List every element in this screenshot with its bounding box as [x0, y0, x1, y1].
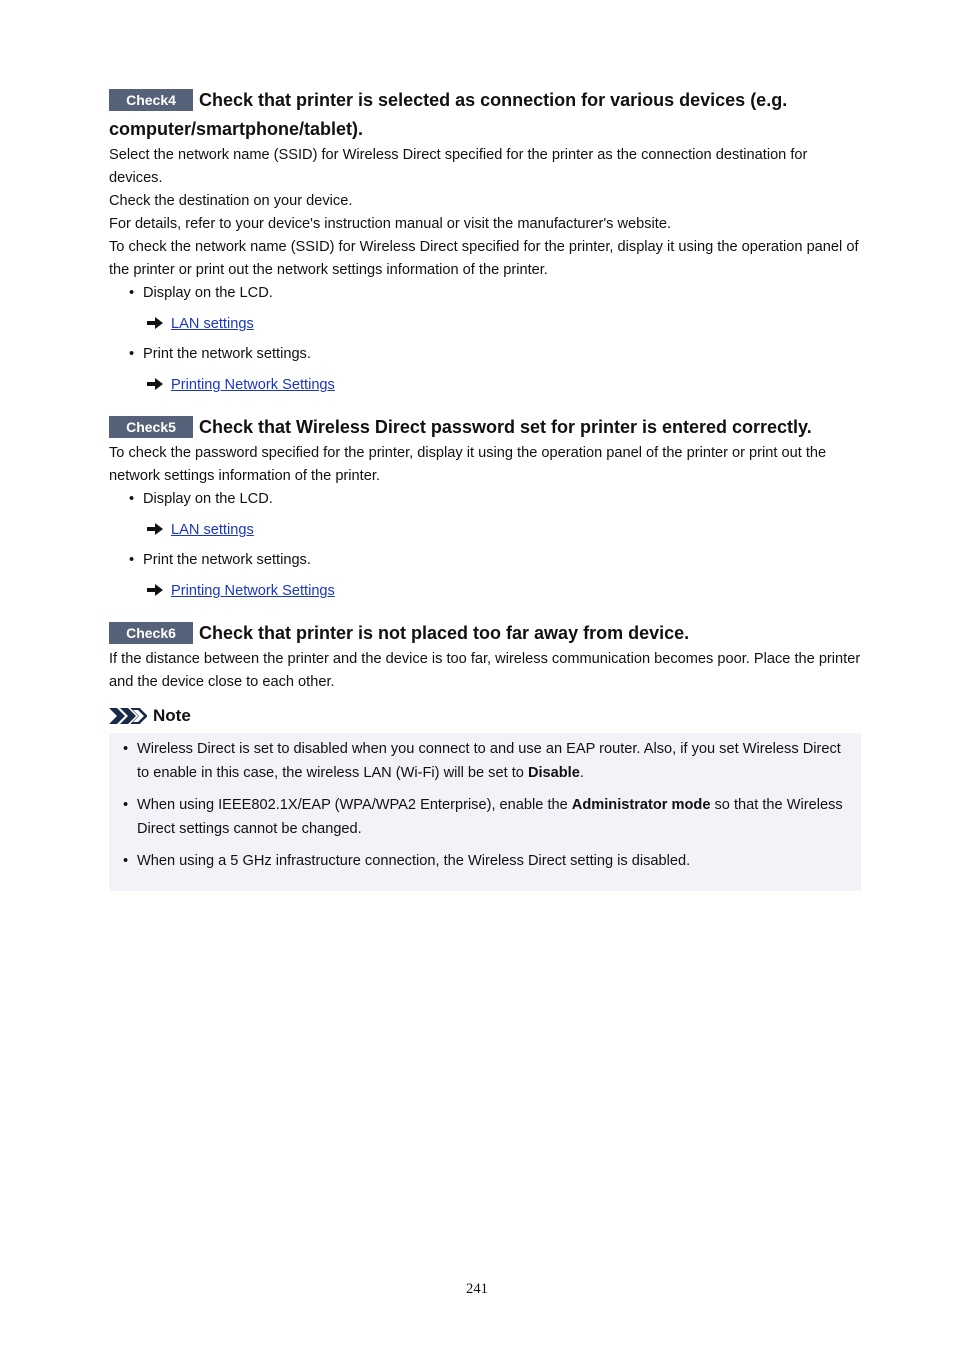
check4-paragraph-2: Check the destination on your device. — [109, 193, 353, 209]
link-row — [143, 313, 861, 336]
check4-bullet-list — [109, 282, 861, 397]
check5-title: Check that Wireless Direct password set for printer is entered correctly. — [199, 417, 812, 437]
bullet-text: Display on the LCD. — [143, 285, 273, 301]
note-text: so that the Wireless Direct settings cannot be changed. — [137, 797, 843, 837]
page-content — [109, 86, 861, 891]
printing-network-settings-link[interactable]: Printing Network Settings — [171, 377, 335, 393]
check4-paragraph-4: To check the network name (SSID) for Wireless Direct specified for the printer, display it using the operation panel of the printer or print out the network settings information of the printer. — [109, 239, 859, 278]
bullet-text: Display on the LCD. — [143, 491, 273, 507]
check6-paragraph-1: If the distance between the printer and the device is too far, wireless communication becomes poor. Place the printer and the device close to each other. — [109, 651, 861, 690]
check5-paragraph-1: To check the password specified for the printer, display it using the operation panel of the printer or print out the network settings information of the printer. — [109, 445, 827, 484]
check4-badge: Check4 — [109, 89, 193, 111]
note-box — [109, 733, 861, 891]
list-item: • Display on the LCD. LAN settings — [109, 282, 861, 336]
note-bold-text: Administrator mode — [571, 797, 711, 813]
check4-paragraph-1: Select the network name (SSID) for Wireless Direct specified for the printer as the connection destination for devices. — [109, 147, 808, 186]
arrow-right-icon — [147, 378, 163, 390]
check5-heading — [109, 413, 861, 442]
check5-bullet-list — [109, 488, 861, 603]
link-row — [143, 519, 861, 542]
printing-network-settings-link[interactable]: Printing Network Settings — [171, 583, 335, 599]
note-chevrons-icon — [109, 708, 147, 724]
list-item: • Display on the LCD. LAN settings — [109, 488, 861, 542]
note-bold-text: Disable — [527, 765, 580, 781]
arrow-right-icon — [147, 523, 163, 535]
bullet-text: Print the network settings. — [143, 346, 311, 362]
bullet-text: Print the network settings. — [143, 552, 311, 568]
note-text: . — [579, 765, 584, 781]
note-item: • Wireless Direct is set to disabled when you connect to and use an EAP router. Also, if you set Wireless Direct to enable in this case, the wireless LAN (Wi-Fi) will be set to Disable. — [123, 741, 841, 781]
link-row — [143, 374, 861, 397]
check4-paragraph-3: For details, refer to your device's instruction manual or visit the manufacturer's website. — [109, 216, 671, 232]
check5-badge: Check5 — [109, 416, 193, 438]
note-text: When using a 5 GHz infrastructure connection, the Wireless Direct setting is disabled. — [137, 853, 691, 869]
check6-badge: Check6 — [109, 622, 193, 644]
page-number: 241 — [466, 1281, 488, 1297]
lan-settings-link[interactable]: LAN settings — [171, 316, 254, 332]
list-item: • Print the network settings. Printing Network Settings — [109, 549, 861, 603]
note-heading — [109, 704, 861, 727]
link-row — [143, 580, 861, 603]
check4-title: Check that printer is selected as connection for various devices (e.g. computer/smartphone/tablet). — [109, 90, 788, 139]
list-item: • Print the network settings. Printing Network Settings — [109, 343, 861, 397]
note-item: • When using a 5 GHz infrastructure connection, the Wireless Direct setting is disabled. — [123, 853, 691, 869]
check6-heading — [109, 619, 861, 648]
note-text: When using IEEE802.1X/EAP (WPA/WPA2 Enterprise), enable the — [137, 797, 572, 813]
note-text: Wireless Direct is set to disabled when you connect to and use an EAP router. Also, if you set Wireless Direct to enable in this case, the wireless LAN (Wi-Fi) will be set to — [137, 741, 841, 781]
note-item: • When using IEEE802.1X/EAP (WPA/WPA2 Enterprise), enable the Administrator mode so that the Wireless Direct settings cannot be changed. — [123, 797, 843, 837]
arrow-right-icon — [147, 584, 163, 596]
check4-heading — [109, 86, 861, 144]
note-title: Note — [153, 706, 191, 725]
check6-title: Check that printer is not placed too far away from device. — [199, 623, 690, 643]
arrow-right-icon — [147, 317, 163, 329]
lan-settings-link[interactable]: LAN settings — [171, 522, 254, 538]
